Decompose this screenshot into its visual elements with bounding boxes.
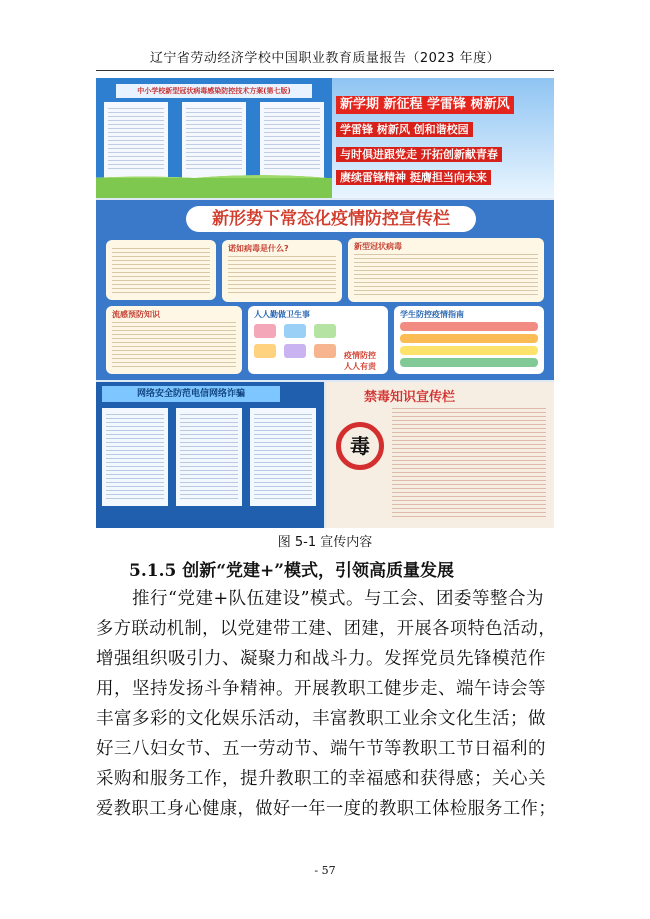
- figure-caption: 图 5-1 宣传内容: [277, 535, 373, 550]
- card-heading: 人人勤做卫生事: [254, 310, 310, 319]
- network-security-title: 网络安全防范电信网络诈骗: [102, 386, 280, 402]
- hygiene-tile: [314, 324, 336, 338]
- info-card: [106, 240, 216, 300]
- anti-drug-title: 禁毒知识宣传栏: [364, 390, 456, 405]
- paragraph-line: 丰富多彩的文化娱乐活动，丰富教职工业余文化生活；做: [96, 709, 546, 729]
- info-card: [394, 306, 544, 374]
- paragraph-line: 采购和服务工作，提升教职工的幸福感和获得感；关心关: [96, 769, 546, 789]
- poster-prevention-plan: [96, 78, 332, 198]
- network-card: [250, 408, 316, 506]
- anti-drug-text-lines: [392, 408, 546, 520]
- card-text-lines: [354, 254, 538, 296]
- guide-bar: [400, 358, 538, 367]
- epidemic-slogan: 疫情防控 人人有责: [344, 351, 376, 371]
- poster-leifeng-slogans: [332, 78, 554, 198]
- paragraph-line: 多方联动机制，以党建带工建、团建，开展各项特色活动，: [96, 619, 557, 639]
- card-text-lines: [112, 248, 210, 294]
- slogan-line: 与时俱进跟党走 开拓创新献青春: [336, 147, 502, 162]
- poster-prevention-plan-title: 中小学校新型冠状病毒感染防控技术方案(第七版): [116, 84, 312, 98]
- card-heading: 新型冠状病毒: [354, 242, 402, 251]
- slogan-line: 学雷锋 树新风 创和谐校园: [336, 122, 473, 137]
- poster-text-column: [260, 102, 324, 178]
- hygiene-tile: [254, 344, 276, 358]
- info-card: [248, 306, 388, 374]
- card-text-lines: [112, 322, 236, 368]
- paragraph-line: 推行“党建+队伍建设”模式。与工会、团委等整合为: [132, 589, 545, 609]
- page-number: - 57: [314, 864, 336, 877]
- card-heading: 诺如病毒是什么?: [228, 244, 289, 253]
- header-divider: [96, 70, 554, 71]
- running-header: 辽宁省劳动经济学校中国职业教育质量报告（2023 年度）: [149, 51, 501, 66]
- paragraph-line: 增强组织吸引力、凝聚力和战斗力。发挥党员先锋模范作: [96, 649, 546, 669]
- info-card: [222, 240, 342, 302]
- poster-grass-decoration: [96, 178, 332, 198]
- guide-bar: [400, 322, 538, 331]
- card-heading: 学生防控疫情指南: [400, 310, 464, 319]
- poster-text-column: [104, 102, 168, 178]
- poster-network-security: [96, 382, 324, 528]
- card-text-lines: [228, 256, 336, 296]
- poison-symbol: 毒: [336, 422, 384, 470]
- hygiene-tile: [284, 344, 306, 358]
- paragraph-line: 用，坚持发扬斗争精神。开展教职工健步走、端午诗会等: [96, 679, 546, 699]
- guide-bar: [400, 334, 538, 343]
- network-card: [176, 408, 242, 506]
- guide-bar: [400, 346, 538, 355]
- info-card: [106, 306, 242, 374]
- hygiene-tile: [314, 344, 336, 358]
- slogan-line: 新学期 新征程 学雷锋 树新风: [336, 96, 514, 114]
- poster-text-column: [182, 102, 246, 178]
- network-card: [102, 408, 168, 506]
- poster-anti-drug: [326, 382, 554, 528]
- card-heading: 流感预防知识: [112, 310, 160, 319]
- poster-epidemic-board: [96, 200, 554, 380]
- hygiene-tile: [254, 324, 276, 338]
- figure-propaganda-collage: [96, 78, 554, 528]
- paragraph-line: 爱教职工身心健康，做好一年一度的教职工体检服务工作；: [96, 799, 557, 819]
- slogan-line: 赓续雷锋精神 挺膺担当向未来: [336, 170, 491, 185]
- info-card: [348, 238, 544, 302]
- paragraph-line: 好三八妇女节、五一劳动节、端午节等教职工节日福利的: [96, 739, 546, 759]
- hygiene-tile: [284, 324, 306, 338]
- section-heading: 5.1.5 创新“党建+”模式，引领高质量发展: [129, 561, 455, 581]
- epidemic-board-banner: 新形势下常态化疫情防控宣传栏: [186, 206, 476, 232]
